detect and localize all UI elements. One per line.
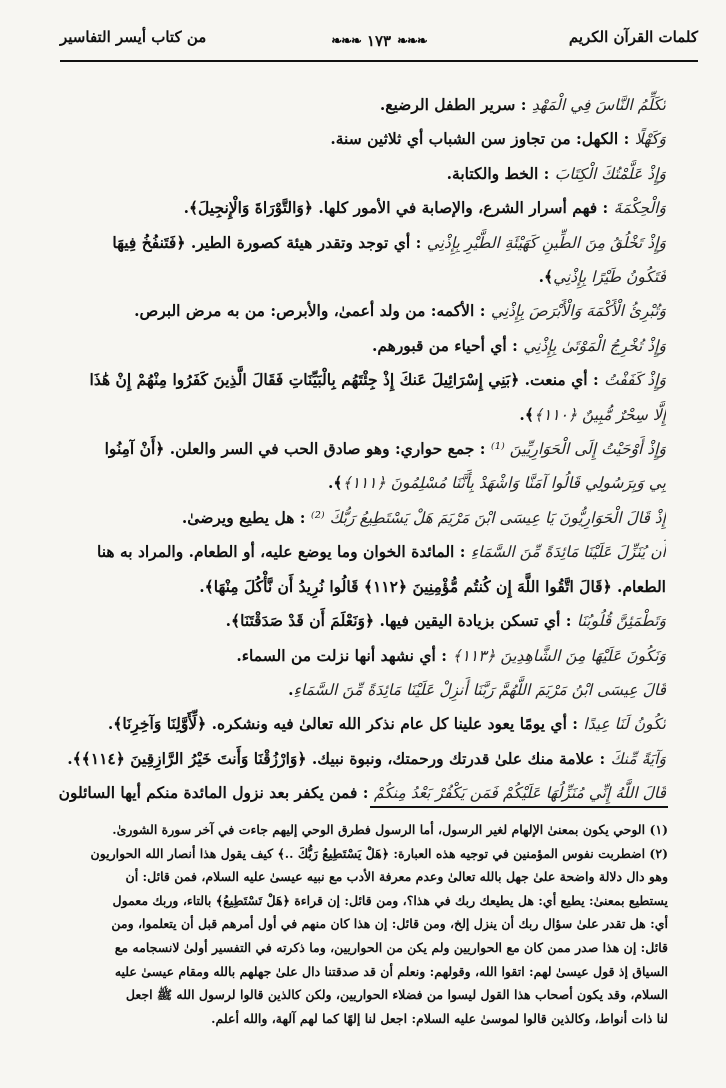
text-line: إِلَّا سِحْرٌ مُّبِينٌ ﴿١١٠﴾﴾. — [519, 404, 666, 424]
footnote-line: قائل: إن هذا صدر ممن كان مع الحواريين ولم يكن من الحواريين، وما ذكرته في التفسير أولىٰ لانسجامه مع — [114, 939, 668, 955]
footnote-line: أي: هل تقدر علىٰ سؤال ربك أن ينزل إلخ، ومن قائل: إن هذا كان منهم في أول أمرهم قبل أن يتعلموا، ومن — [111, 916, 668, 932]
text-line: قَالَ عِيسَى ابْنُ مَرْيَمَ اللَّهُمَّ رَبَّنَا أَنزِلْ عَلَيْنَا مَائِدَةً مِّنَ السَّمَاءِ. — [288, 679, 666, 699]
footnote-line: وهو دال دلالة واضحة علىٰ جهل بالله تعالىٰ وعدم معرفة الأدب مع نبيه عيسىٰ عليه السلام، فمن قائل: أن — [125, 869, 668, 885]
text-line: فَتَكُونُ طَيْرًا بِإِذْنِي﴾. — [538, 267, 666, 287]
text-line: بِي وَبِرَسُولِي قَالُوا آمَنَّا وَاشْهَدْ بِأَنَّنَا مُسْلِمُونَ ﴿١١١﴾﴾. — [328, 473, 666, 493]
text-line: وَإِذْ عَلَّمْتُكَ الْكِتَابَ : الخط والكتابة. — [446, 163, 666, 183]
text-line: تَكُونُ لَنَا عِيدًا : أي يومًا يعود علينا كل عام نذكر الله تعالىٰ فيه ونشكره. ﴿لِّأَوَّلِنَا وَآخِرِنَا﴾. — [107, 714, 666, 734]
text-line: وَكَهْلًا : الكهل: من تجاوز سن الشباب أي ثلاثين سنة. — [330, 129, 666, 149]
text-line: وَتُبْرِئُ الْأَكْمَهَ وَالْأَبْرَصَ بِإِذْنِي : الأكمه: من ولد أعمىٰ، والأبرص: من به مرض البرص. — [134, 301, 666, 321]
ornament-right-icon: ❧❧❧ — [397, 33, 427, 49]
footnote-line: يستطيع بمعنىٰ: يطيع أي: هل يطيعك ربك في هذا؟، ومن قائل: إن قراءة ﴿هَلْ تَسْتَطِيعُ﴾ بالتاء، وربك معمول — [112, 892, 668, 908]
footnotes — [48, 818, 668, 1030]
main-text — [48, 88, 666, 811]
text-line: وَتَطْمَئِنَّ قُلُوبُنَا : أي تسكن بزيادة اليقين فيها. ﴿وَنَعْلَمَ أَن قَدْ صَدَقْتَنَا﴾. — [225, 611, 666, 631]
text-line: وَإِذْ كَفَفْتُ : أي منعت. ﴿بَنِي إِسْرَائِيلَ عَنكَ إِذْ جِئْتَهُم بِالْبَيِّنَاتِ فَقَالَ الَّذِينَ كَفَرُوا مِنْهُمْ إِنْ هَٰذَا — [89, 370, 666, 390]
footnote-line: السلام، وقد يكون أصحاب هذا القول ليسوا من فضلاء الحواريين، ولكن كالذين قالوا لرسول الله ﷺ اجعل — [125, 987, 668, 1003]
footnote-line: (٢) اضطربت نفوس المؤمنين في توجيه هذه العبارة: ﴿هَلْ يَسْتَطِيعُ رَبُّكَ ..﴾ كيف يقول هذا أنصار الله الحواريون — [90, 845, 668, 861]
header-page-number-block — [331, 32, 427, 50]
footnote-divider — [370, 806, 668, 808]
page-number: ١٧٣ — [366, 32, 392, 50]
footnote-line: (١) الوحي يكون بمعنىٰ الإلهام لغير الرسول، أما الرسول فطرق الوحي إليهم جاءت في آخر سورة الشورىٰ. — [112, 822, 668, 837]
header-book-title: كلمات القرآن الكريم — [568, 28, 698, 46]
header-divider — [60, 60, 698, 62]
text-line: تُكَلِّمُ النَّاسَ فِي الْمَهْدِ : سرير الطفل الرضيع. — [379, 95, 666, 114]
footnote-line: لنا ذات أنواط، وكالذين قالوا لموسىٰ عليه السلام: اجعل لنا إلهًا كما لهم آلهة، والله أعلم. — [211, 1010, 668, 1026]
text-line: وَإِذْ تَخْلُقُ مِنَ الطِّينِ كَهَيْئَةِ الطَّيْرِ بِإِذْنِي : أي توجد وتقدر هيئة كصورة الطير. ﴿فَتَنفُخُ فِيهَا — [112, 232, 666, 252]
text-line: وَإِذْ أَوْحَيْتُ إِلَى الْحَوَارِيِّينَ ⁽¹⁾ : جمع حواري: وهو صادق الحب في السر والعلن. ﴿أَنْ آمِنُوا — [104, 439, 666, 459]
footnote-line: السياق إذ قول عيسىٰ لهم: اتقوا الله، وقولهم: ونعلم أن قد صدقتنا دال علىٰ جهلهم بالله ومقام عيسىٰ عليه — [114, 963, 668, 979]
page-header — [60, 26, 698, 66]
text-line: وَآيَةً مِّنكَ : علامة منك علىٰ قدرتك ورحمتك، ونبوة نبيك. ﴿وَارْزُقْنَا وَأَنتَ خَيْرُ الرَّازِقِينَ ﴿١١٤﴾﴾. — [67, 748, 666, 768]
text-line: أَن يُنَزِّلَ عَلَيْنَا مَائِدَةً مِّنَ السَّمَاءِ : المائدة الخوان وما يوضع عليه، أو الطعام. والمراد به هنا — [97, 542, 666, 562]
text-line: الطعام. ﴿قَالَ اتَّقُوا اللَّهَ إِن كُنتُم مُّؤْمِنِينَ ﴿١١٢﴾ قَالُوا نُرِيدُ أَن نَّأْكُلَ مِنْهَا﴾. — [199, 576, 666, 596]
header-source-title: من كتاب أيسر التفاسير — [60, 28, 207, 46]
text-line: وَنَكُونَ عَلَيْهَا مِنَ الشَّاهِدِينَ ﴿١١٣﴾ : أي نشهد أنها نزلت من السماء. — [236, 645, 666, 665]
text-line: وَالْحِكْمَةَ : فهم أسرار الشرع، والإصابة في الأمور كلها. ﴿وَالتَّوْرَاةَ وَالْإِنجِيلَ﴾. — [183, 198, 666, 218]
ornament-left-icon: ❧❧❧ — [331, 33, 361, 49]
text-line: وَإِذْ تُخْرِجُ الْمَوْتَىٰ بِإِذْنِي : أي أحياء من قبورهم. — [371, 335, 666, 355]
text-line: قَالَ اللَّهُ إِنِّي مُنَزِّلُهَا عَلَيْكُمْ فَمَن يَكْفُرْ بَعْدُ مِنكُمْ : فمن يكفر بعد نزول المائدة منكم أيها السائلون — [58, 783, 666, 803]
text-line: إِذْ قَالَ الْحَوَارِيُّونَ يَا عِيسَى ابْنَ مَرْيَمَ هَلْ يَسْتَطِيعُ رَبُّكَ ⁽²⁾ : هل يطيع ويرضىٰ. — [181, 507, 666, 527]
